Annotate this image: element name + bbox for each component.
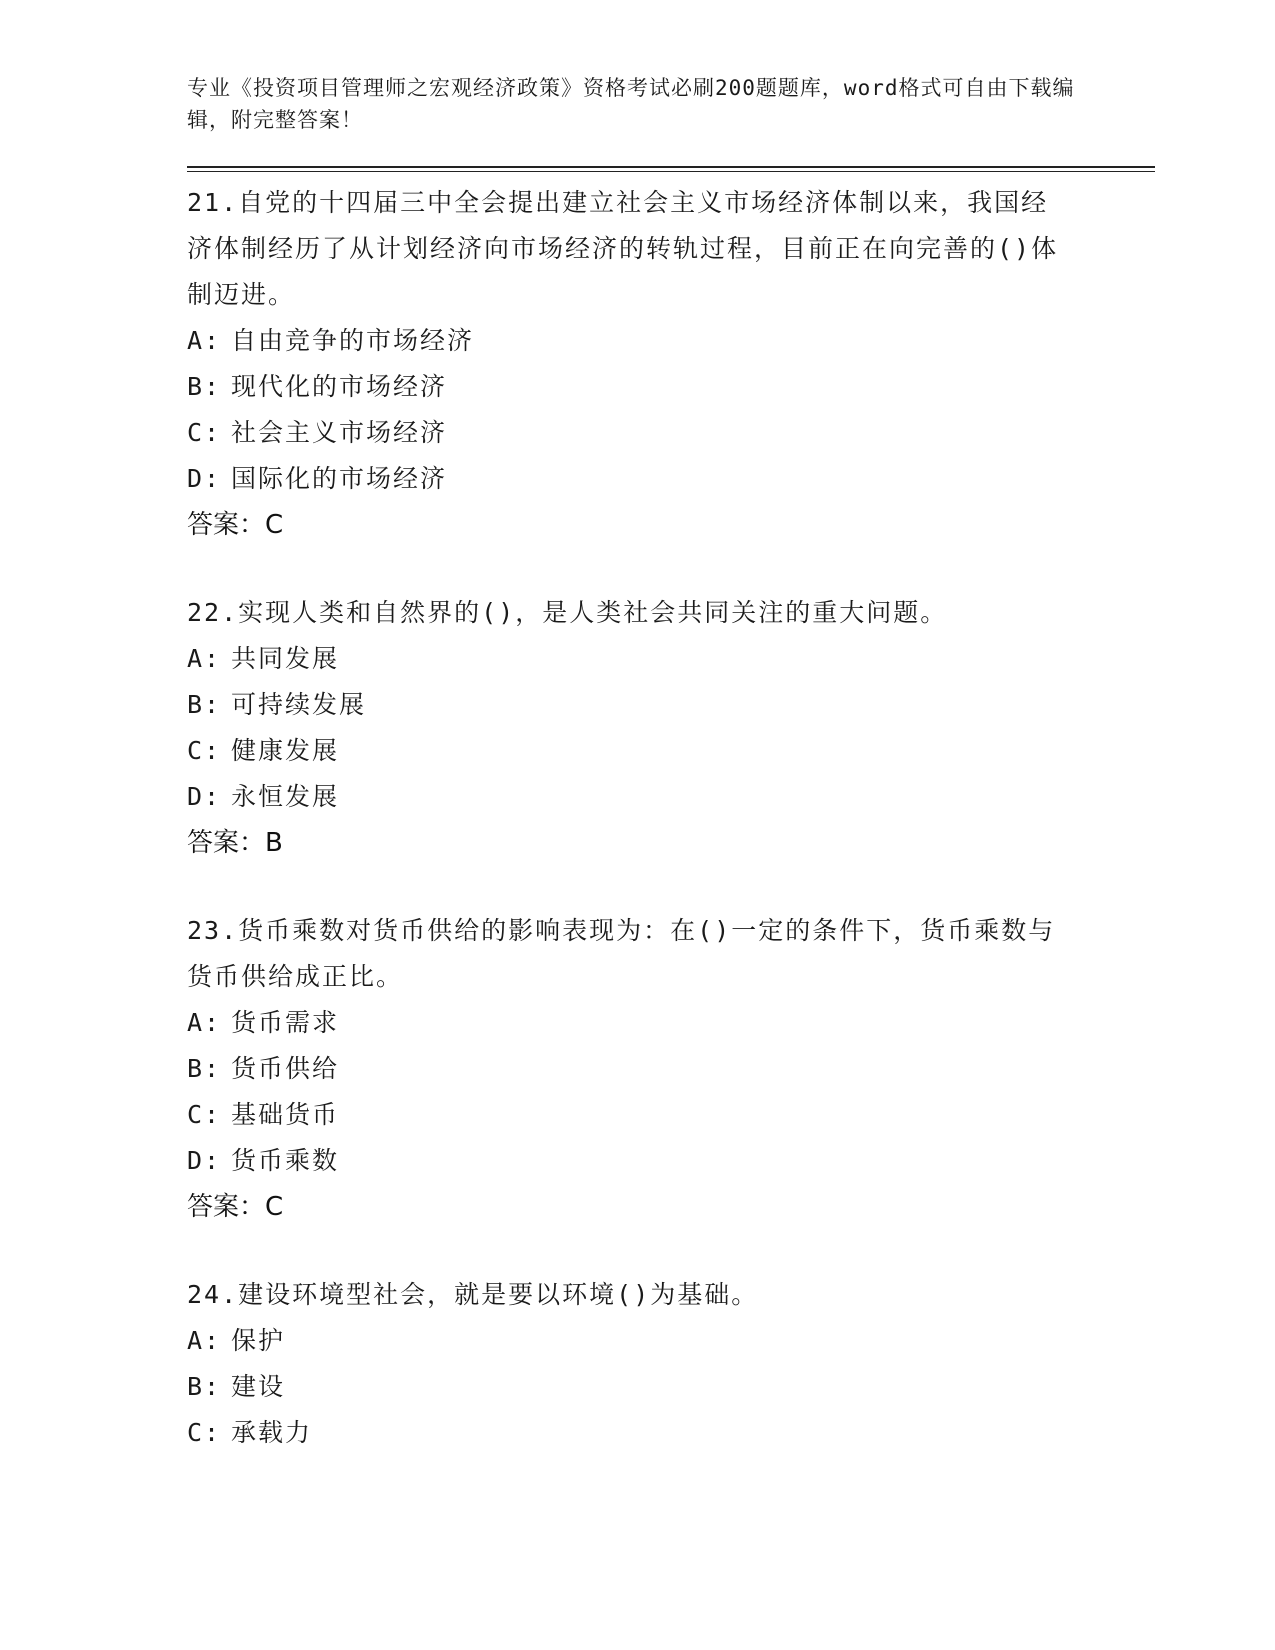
option-text: 货币需求	[231, 1008, 340, 1037]
option-b	[187, 1046, 1157, 1092]
question-text: 23.货币乘数对货币供给的影响表现为：在()一定的条件下，货币乘数与货币供给成正比。	[187, 916, 1056, 991]
option-key: A:	[187, 326, 222, 355]
option-c	[187, 410, 1157, 456]
option-key: D:	[187, 464, 222, 493]
question-22	[187, 590, 1157, 866]
option-a	[187, 636, 1157, 682]
question-text: 21.自党的十四届三中全会提出建立社会主义市场经济体制以来，我国经济体制经历了从计划经济向市场经济的转轨过程，目前正在向完善的()体制迈进。	[187, 188, 1059, 309]
option-key: C:	[187, 736, 222, 765]
question-24	[187, 1272, 1157, 1456]
option-text: 自由竞争的市场经济	[231, 326, 475, 355]
answer-line: 答案：B	[187, 828, 283, 858]
option-key: D:	[187, 1146, 222, 1175]
option-b	[187, 682, 1157, 728]
option-key: B:	[187, 690, 222, 719]
option-key: C:	[187, 1100, 222, 1129]
option-key: D:	[187, 782, 222, 811]
question-gap	[187, 548, 1157, 590]
question-gap	[187, 1230, 1157, 1272]
option-key: B:	[187, 1372, 222, 1401]
answer-line: 答案：C	[187, 510, 284, 540]
option-a	[187, 318, 1157, 364]
option-key: B:	[187, 372, 222, 401]
option-text: 可持续发展	[231, 690, 367, 719]
option-key: C:	[187, 418, 222, 447]
header-divider	[187, 166, 1155, 172]
option-text: 健康发展	[231, 736, 340, 765]
option-key: A:	[187, 1326, 222, 1355]
option-text: 货币乘数	[231, 1146, 340, 1175]
option-text: 永恒发展	[231, 782, 340, 811]
answer-line: 答案：C	[187, 1192, 284, 1222]
document-header-title: 专业《投资项目管理师之宏观经济政策》资格考试必刷200题题库，word格式可自由下载编辑，附完整答案！	[187, 76, 1075, 132]
option-text: 保护	[231, 1326, 286, 1355]
option-d	[187, 456, 1157, 502]
option-key: A:	[187, 1008, 222, 1037]
question-gap	[187, 866, 1157, 908]
question-23	[187, 908, 1157, 1230]
document-page	[187, 72, 1157, 1456]
option-b	[187, 1364, 1157, 1410]
option-key: B:	[187, 1054, 222, 1083]
option-text: 货币供给	[231, 1054, 340, 1083]
option-b	[187, 364, 1157, 410]
option-text: 国际化的市场经济	[231, 464, 448, 493]
option-text: 承载力	[231, 1418, 313, 1447]
question-21	[187, 180, 1157, 548]
option-a	[187, 1000, 1157, 1046]
option-text: 基础货币	[231, 1100, 340, 1129]
option-c	[187, 728, 1157, 774]
option-a	[187, 1318, 1157, 1364]
option-text: 现代化的市场经济	[231, 372, 448, 401]
option-d	[187, 774, 1157, 820]
option-key: A:	[187, 644, 222, 673]
option-d	[187, 1138, 1157, 1184]
option-key: C:	[187, 1418, 222, 1447]
question-text: 22.实现人类和自然界的()，是人类社会共同关注的重大问题。	[187, 598, 948, 627]
option-text: 共同发展	[231, 644, 340, 673]
option-text: 社会主义市场经济	[231, 418, 448, 447]
option-c	[187, 1410, 1157, 1456]
option-c	[187, 1092, 1157, 1138]
option-text: 建设	[231, 1372, 286, 1401]
question-text: 24.建设环境型社会，就是要以环境()为基础。	[187, 1280, 759, 1309]
